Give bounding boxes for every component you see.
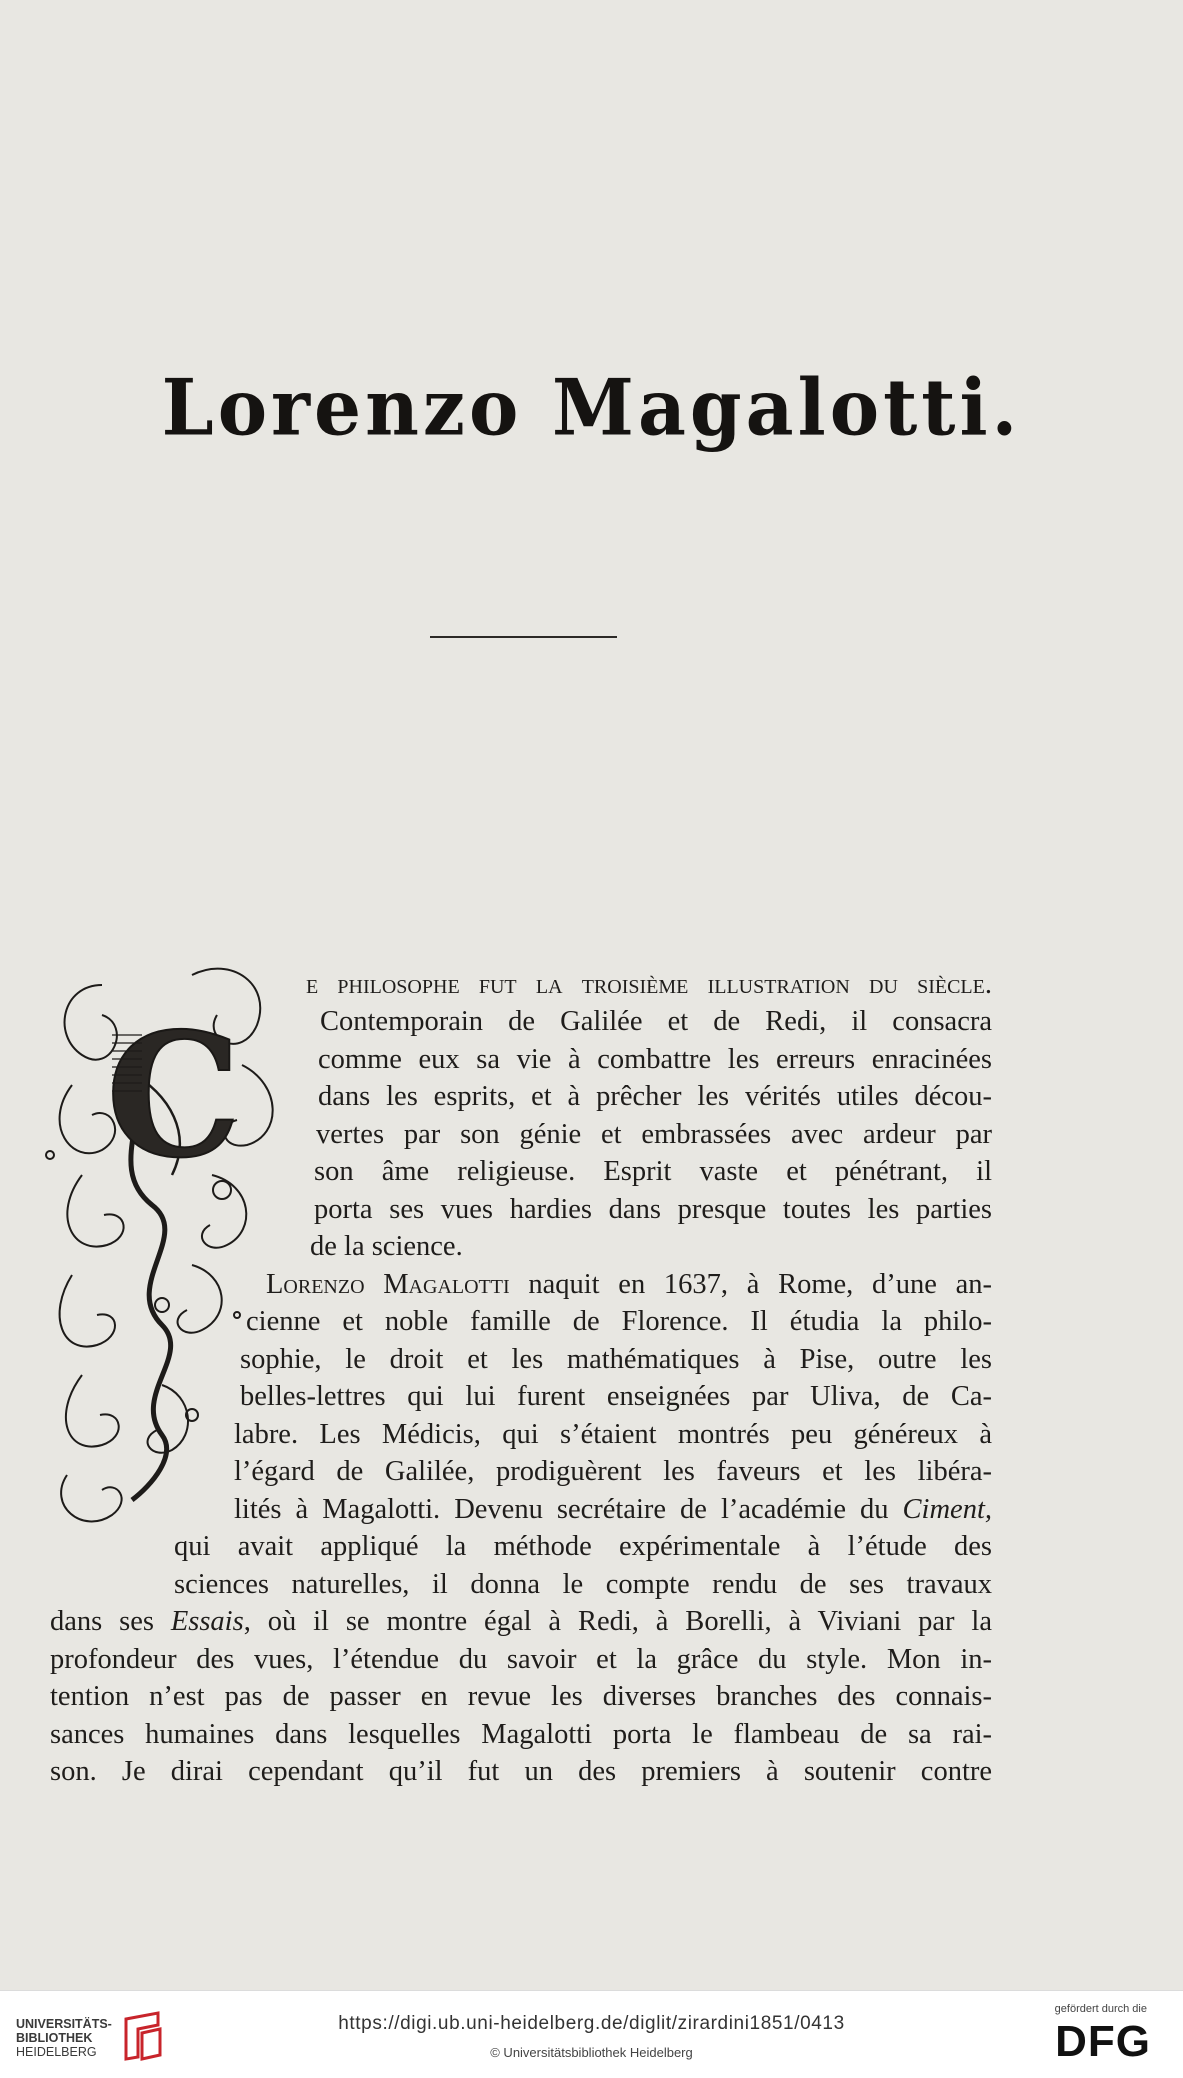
copyright-notice: © Universitätsbibliothek Heidelberg xyxy=(490,2045,693,2060)
text-line: belles-lettres qui lui furent enseignées par Uliva, de Ca- xyxy=(240,1381,992,1412)
text-line: labre. Les Médicis, qui s’étaient montrés peu généreux à xyxy=(234,1419,992,1450)
text-line: dans les esprits, et à prêcher les vérités utiles décou- xyxy=(318,1081,992,1112)
text-line: son âme religieuse. Esprit vaste et pénétrant, il xyxy=(314,1156,992,1187)
initial-letter: C xyxy=(106,996,242,1196)
title-divider xyxy=(430,636,617,638)
text-line: e philosophe fut la troisième illustration du siècle. xyxy=(306,969,992,1000)
text-line: son. Je dirai cependant qu’il fut un des premiers à soutenir contre xyxy=(50,1756,992,1787)
person-name: Lorenzo Magalotti xyxy=(266,1269,510,1300)
text-line: qui avait appliqué la méthode expérimentale à l’étude des xyxy=(174,1531,992,1562)
text-line: comme eux sa vie à combattre les erreurs enracinées xyxy=(318,1044,992,1075)
text-line: vertes par son génie et embrassées avec ardeur par xyxy=(316,1119,992,1150)
page-url-link[interactable]: https://digi.ub.uni-heidelberg.de/diglit/zirardini1851/0413 xyxy=(338,2013,845,2034)
library-logo[interactable]: UNIVERSITÄTS- BIBLIOTHEK HEIDELBERG xyxy=(16,2017,112,2059)
text-line: l’égard de Galilée, prodiguèrent les faveurs et les libéra- xyxy=(234,1456,992,1487)
text-line: lités à Magalotti. Devenu secrétaire de l’académie du Ciment, xyxy=(234,1494,992,1525)
text-line: sances humaines dans lesquelles Magalotti porta le flambeau de sa rai- xyxy=(50,1719,992,1750)
text-line: sciences naturelles, il donna le compte rendu de ses travaux xyxy=(174,1569,992,1600)
page-title: Lorenzo Magalotti. xyxy=(161,362,1022,454)
text-line: profondeur des vues, l’étendue du savoir et la grâce du style. Mon in- xyxy=(50,1644,992,1675)
funding-note: gefördert durch die xyxy=(1054,2003,1147,2015)
dfg-logo[interactable]: DFG xyxy=(1055,2017,1151,2066)
text-line: cienne et noble famille de Florence. Il étudia la philo- xyxy=(246,1306,992,1337)
text-line: dans ses Essais, où il se montre égal à Redi, à Borelli, à Viviani par la xyxy=(50,1606,992,1637)
text-line: sophie, le droit et les mathématiques à Pise, outre les xyxy=(240,1344,992,1375)
text-line: Lorenzo Magalotti naquit en 1637, à Rome, d’une an- xyxy=(266,1269,992,1300)
text-line: Contemporain de Galilée et de Redi, il consacra xyxy=(320,1006,992,1037)
text-line: porta ses vues hardies dans presque toutes les parties xyxy=(314,1194,992,1225)
text-line: tention n’est pas de passer en revue les diverses branches des connais- xyxy=(50,1681,992,1712)
text-line: de la science. xyxy=(310,1231,463,1262)
viewer-footer xyxy=(0,1990,1183,2078)
